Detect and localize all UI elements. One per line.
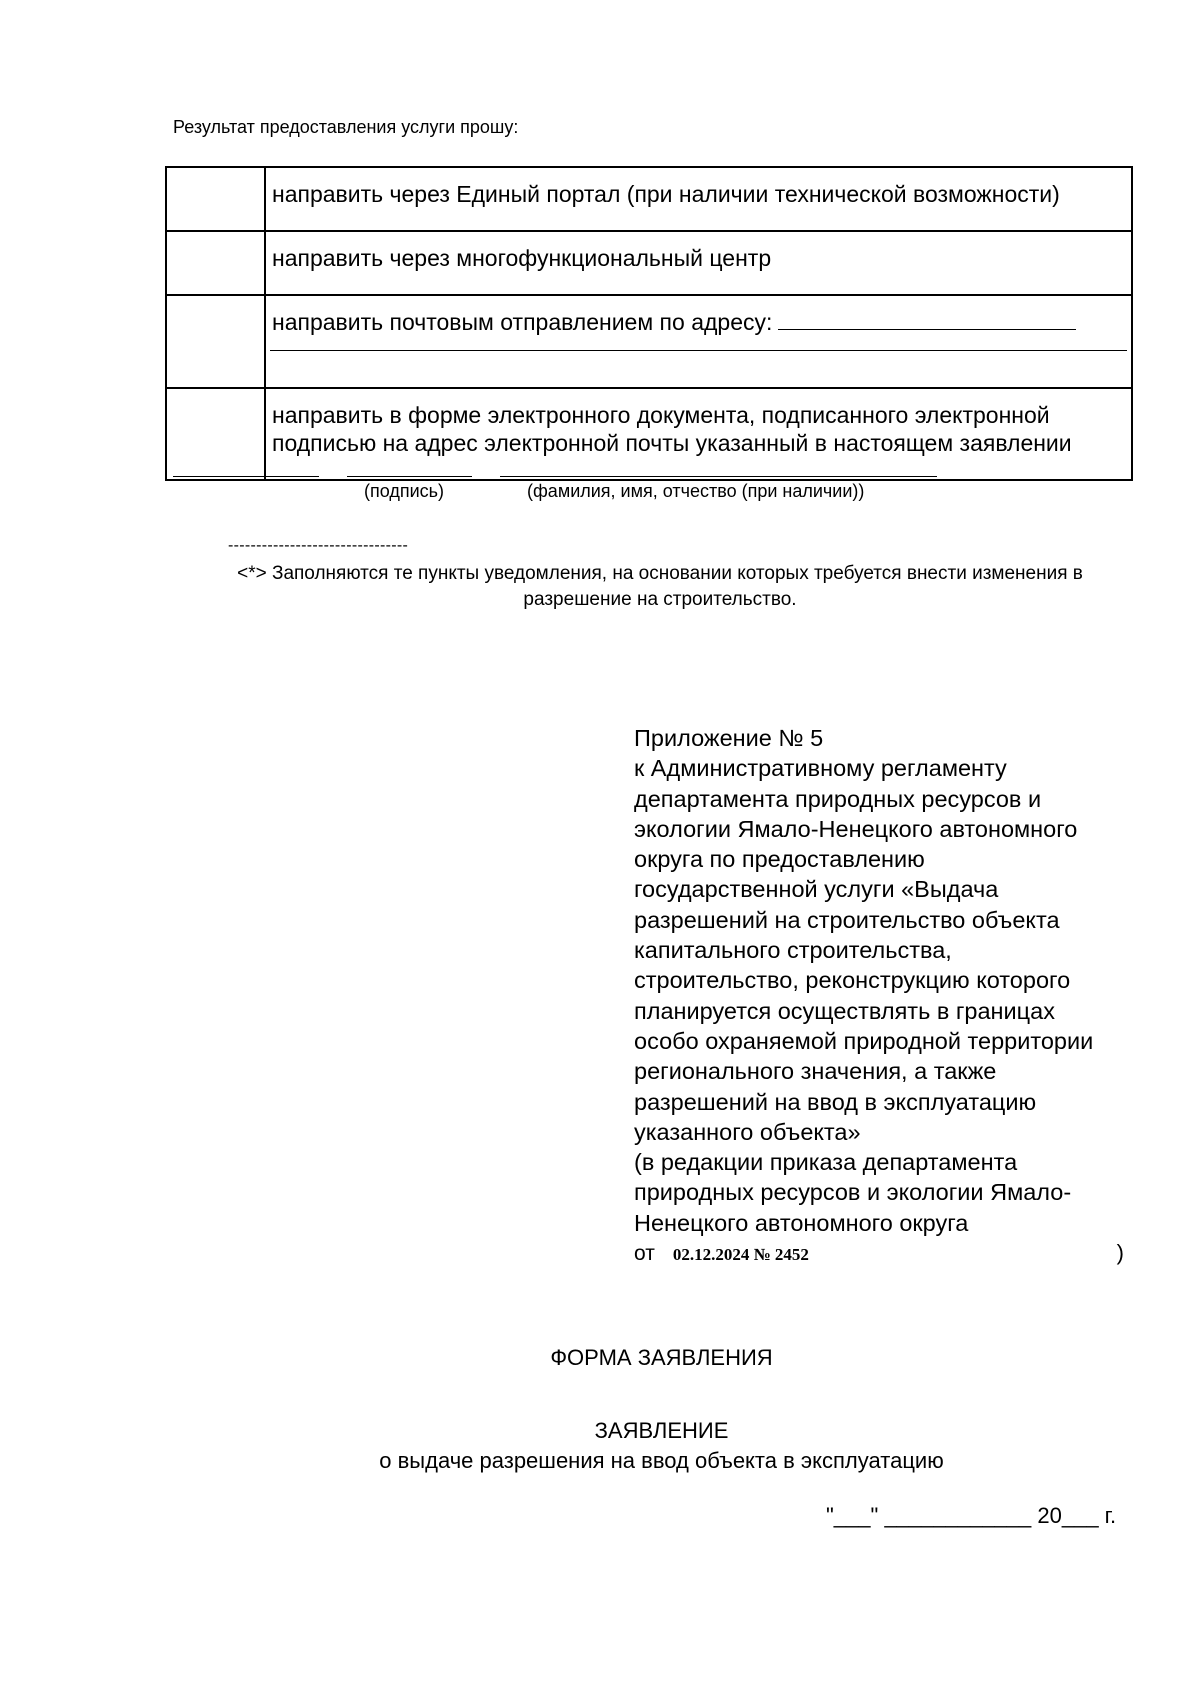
appendix-line: природных ресурсов и экологии Ямало- bbox=[634, 1179, 1072, 1206]
delivery-options-table bbox=[165, 166, 1133, 481]
form-title: ФОРМА ЗАЯВЛЕНИЯ bbox=[550, 1345, 773, 1370]
order-number: 02.12.2024 № 2452 bbox=[672, 1245, 809, 1264]
from-label: от bbox=[634, 1242, 655, 1265]
option-label: направить через Единый портал (при наличии технической возможности) bbox=[265, 167, 1132, 231]
document-subtitle: о выдаче разрешения на ввод объекта в эксплуатацию bbox=[379, 1448, 944, 1473]
option-checkbox-cell[interactable] bbox=[166, 388, 265, 480]
option-label: направить в форме электронного документа, подписанного электронной подписью на адрес электронной почты указанный в настоящем заявлении bbox=[265, 388, 1132, 480]
option-label: направить через многофункциональный центр bbox=[265, 231, 1132, 295]
intro-text: Результат предоставления услуги прошу: bbox=[173, 117, 519, 137]
table-row bbox=[166, 231, 1132, 295]
document-title: ЗАЯВЛЕНИЕ bbox=[594, 1418, 729, 1443]
closing-paren: ) bbox=[1116, 1240, 1124, 1265]
appendix-line: разрешений на ввод в эксплуатацию bbox=[634, 1088, 1037, 1115]
appendix-line: (в редакции приказа департамента bbox=[634, 1149, 1018, 1176]
appendix-header bbox=[634, 723, 1174, 1238]
appendix-line: строительство, реконструкцию которого bbox=[634, 967, 1071, 994]
table-row bbox=[166, 295, 1132, 388]
appendix-line: департамента природных ресурсов и bbox=[634, 785, 1042, 812]
option-cell bbox=[265, 295, 1132, 388]
date-line[interactable]: "___" ____________ 20___ г. bbox=[826, 1503, 1117, 1528]
footnote-separator: -------------------------------- bbox=[228, 537, 409, 554]
option-checkbox-cell[interactable] bbox=[166, 167, 265, 231]
address-field-line[interactable] bbox=[270, 350, 1127, 351]
appendix-line: капитального строительства, bbox=[634, 937, 952, 964]
date-signature-line[interactable] bbox=[173, 476, 319, 477]
full-name-caption: (фамилия, имя, отчество (при наличии)) bbox=[527, 481, 865, 501]
signature-line[interactable] bbox=[347, 476, 472, 477]
option-checkbox-cell[interactable] bbox=[166, 231, 265, 295]
signature-caption: (подпись) bbox=[364, 481, 445, 501]
appendix-line: к Административному регламенту bbox=[634, 755, 1007, 782]
appendix-line: планируется осуществлять в границах bbox=[634, 997, 1055, 1024]
address-field[interactable] bbox=[778, 309, 1076, 330]
appendix-line: разрешений на строительство объекта bbox=[634, 906, 1060, 933]
option-checkbox-cell[interactable] bbox=[166, 295, 265, 388]
order-reference bbox=[634, 1240, 1124, 1266]
appendix-line: государственной услуги «Выдача bbox=[634, 876, 999, 903]
table-row bbox=[166, 167, 1132, 231]
appendix-line: Ненецкого автономного округа bbox=[634, 1209, 969, 1236]
option-label: направить почтовым отправлением по адресу: bbox=[272, 309, 773, 335]
appendix-line: особо охраняемой природной территории bbox=[634, 1027, 1094, 1054]
appendix-line: округа по предоставлению bbox=[634, 846, 925, 873]
table-row bbox=[166, 388, 1132, 480]
appendix-line: указанного объекта» bbox=[634, 1118, 861, 1145]
appendix-line: регионального значения, а также bbox=[634, 1058, 997, 1085]
footnote-text: <*> Заполняются те пункты уведомления, на основании которых требуется внести изменения в разрешение на строительство. bbox=[237, 563, 1083, 610]
appendix-line: Приложение № 5 bbox=[634, 725, 824, 751]
full-name-line[interactable] bbox=[500, 476, 937, 477]
appendix-line: экологии Ямало-Ненецкого автономного bbox=[634, 815, 1078, 842]
